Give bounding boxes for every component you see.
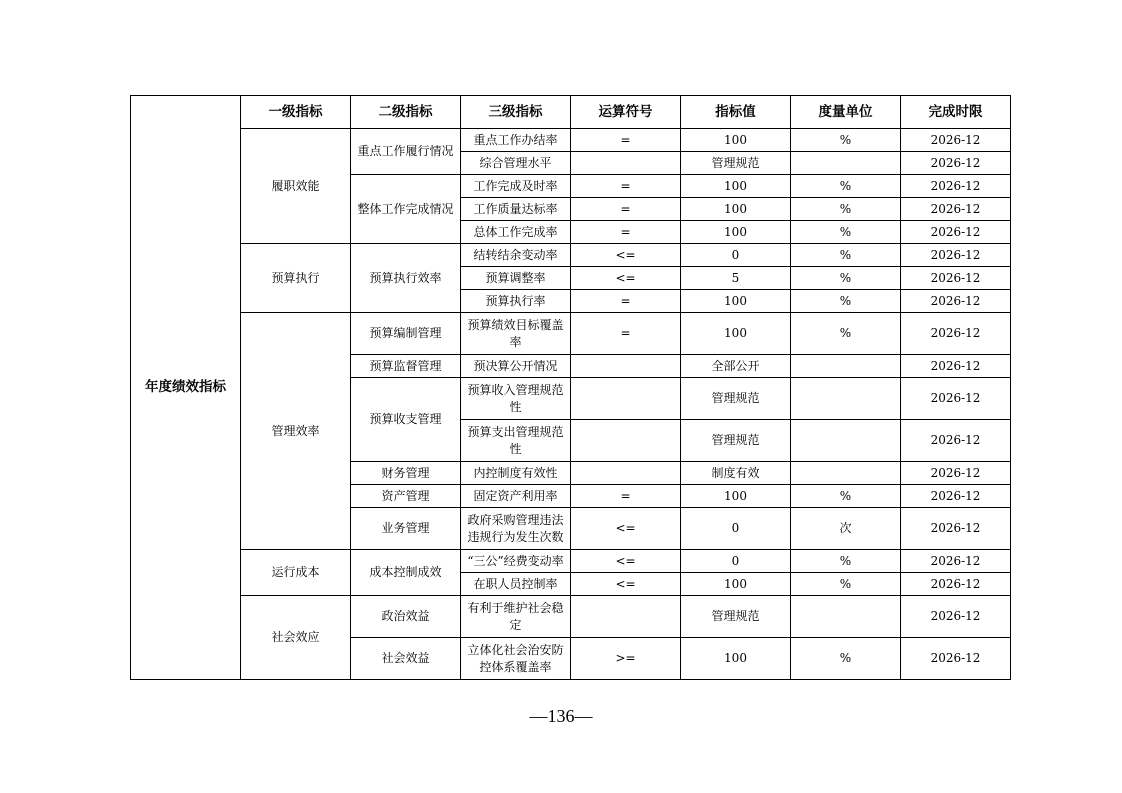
table-row <box>131 550 1011 573</box>
value-cell: 0 <box>681 244 791 267</box>
value-cell: 0 <box>681 550 791 573</box>
unit-cell: % <box>791 221 901 244</box>
level1-cell: 社会效应 <box>241 596 351 680</box>
value-cell: 管理规范 <box>681 420 791 462</box>
unit-cell: % <box>791 313 901 355</box>
value-cell: 0 <box>681 508 791 550</box>
unit-cell: % <box>791 550 901 573</box>
value-cell: 5 <box>681 267 791 290</box>
value-cell: 100 <box>681 290 791 313</box>
value-cell: 100 <box>681 485 791 508</box>
operator-cell <box>571 152 681 175</box>
value-cell: 100 <box>681 313 791 355</box>
level3-cell: 预算调整率 <box>461 267 571 290</box>
deadline-cell: 2026-12 <box>901 244 1011 267</box>
unit-cell <box>791 462 901 485</box>
table-row <box>131 244 1011 267</box>
operator-cell <box>571 462 681 485</box>
operator-cell: = <box>571 290 681 313</box>
level3-cell: 固定资产利用率 <box>461 485 571 508</box>
value-cell: 100 <box>681 221 791 244</box>
deadline-cell: 2026-12 <box>901 378 1011 420</box>
page-number: —136— <box>529 706 593 726</box>
unit-cell: % <box>791 198 901 221</box>
level2-cell: 社会效益 <box>351 638 461 680</box>
deadline-cell: 2026-12 <box>901 550 1011 573</box>
level2-cell: 成本控制成效 <box>351 550 461 596</box>
unit-cell: % <box>791 175 901 198</box>
level3-cell: 预算执行率 <box>461 290 571 313</box>
deadline-cell: 2026-12 <box>901 573 1011 596</box>
level3-cell: 结转结余变动率 <box>461 244 571 267</box>
level3-cell: 综合管理水平 <box>461 152 571 175</box>
operator-cell <box>571 355 681 378</box>
operator-cell: <= <box>571 508 681 550</box>
level3-cell: 预决算公开情况 <box>461 355 571 378</box>
deadline-cell: 2026-12 <box>901 508 1011 550</box>
unit-cell <box>791 378 901 420</box>
deadline-cell: 2026-12 <box>901 129 1011 152</box>
unit-cell: % <box>791 573 901 596</box>
deadline-cell: 2026-12 <box>901 267 1011 290</box>
column-header: 二级指标 <box>351 96 461 129</box>
operator-cell <box>571 596 681 638</box>
performance-indicator-table <box>130 95 1011 680</box>
level2-cell: 业务管理 <box>351 508 461 550</box>
unit-cell <box>791 355 901 378</box>
side-label: 年度绩效指标 <box>131 96 241 680</box>
level3-cell: 预算收入管理规范性 <box>461 378 571 420</box>
operator-cell: <= <box>571 573 681 596</box>
level3-cell: “三公”经费变动率 <box>461 550 571 573</box>
value-cell: 100 <box>681 573 791 596</box>
deadline-cell: 2026-12 <box>901 462 1011 485</box>
unit-cell: % <box>791 638 901 680</box>
level1-cell: 运行成本 <box>241 550 351 596</box>
unit-cell <box>791 420 901 462</box>
value-cell: 100 <box>681 129 791 152</box>
level3-cell: 重点工作办结率 <box>461 129 571 152</box>
table-row <box>131 596 1011 638</box>
level2-cell: 预算收支管理 <box>351 378 461 462</box>
operator-cell: = <box>571 198 681 221</box>
level3-cell: 立体化社会治安防控体系覆盖率 <box>461 638 571 680</box>
column-header: 三级指标 <box>461 96 571 129</box>
deadline-cell: 2026-12 <box>901 175 1011 198</box>
operator-cell: = <box>571 313 681 355</box>
unit-cell: % <box>791 485 901 508</box>
deadline-cell: 2026-12 <box>901 290 1011 313</box>
value-cell: 制度有效 <box>681 462 791 485</box>
value-cell: 100 <box>681 175 791 198</box>
value-cell: 管理规范 <box>681 596 791 638</box>
unit-cell <box>791 152 901 175</box>
value-cell: 100 <box>681 638 791 680</box>
level1-cell: 履职效能 <box>241 129 351 244</box>
column-header: 指标值 <box>681 96 791 129</box>
deadline-cell: 2026-12 <box>901 198 1011 221</box>
level3-cell: 有利于维护社会稳定 <box>461 596 571 638</box>
table-row <box>131 313 1011 355</box>
operator-cell: = <box>571 129 681 152</box>
level1-cell: 预算执行 <box>241 244 351 313</box>
operator-cell: = <box>571 485 681 508</box>
unit-cell: % <box>791 244 901 267</box>
unit-cell: % <box>791 290 901 313</box>
column-header: 运算符号 <box>571 96 681 129</box>
level3-cell: 预算支出管理规范性 <box>461 420 571 462</box>
unit-cell: % <box>791 267 901 290</box>
deadline-cell: 2026-12 <box>901 152 1011 175</box>
level3-cell: 工作完成及时率 <box>461 175 571 198</box>
operator-cell: = <box>571 175 681 198</box>
deadline-cell: 2026-12 <box>901 221 1011 244</box>
operator-cell: <= <box>571 550 681 573</box>
operator-cell: <= <box>571 267 681 290</box>
operator-cell <box>571 378 681 420</box>
level2-cell: 预算编制管理 <box>351 313 461 355</box>
operator-cell: >= <box>571 638 681 680</box>
unit-cell: 次 <box>791 508 901 550</box>
value-cell: 管理规范 <box>681 152 791 175</box>
column-header: 完成时限 <box>901 96 1011 129</box>
deadline-cell: 2026-12 <box>901 313 1011 355</box>
level2-cell: 政治效益 <box>351 596 461 638</box>
level3-cell: 预算绩效目标覆盖率 <box>461 313 571 355</box>
value-cell: 100 <box>681 198 791 221</box>
level2-cell: 预算监督管理 <box>351 355 461 378</box>
deadline-cell: 2026-12 <box>901 638 1011 680</box>
operator-cell: = <box>571 221 681 244</box>
level3-cell: 内控制度有效性 <box>461 462 571 485</box>
deadline-cell: 2026-12 <box>901 355 1011 378</box>
deadline-cell: 2026-12 <box>901 420 1011 462</box>
level2-cell: 预算执行效率 <box>351 244 461 313</box>
column-header: 度量单位 <box>791 96 901 129</box>
level2-cell: 整体工作完成情况 <box>351 175 461 244</box>
level1-cell: 管理效率 <box>241 313 351 550</box>
deadline-cell: 2026-12 <box>901 485 1011 508</box>
level2-cell: 重点工作履行情况 <box>351 129 461 175</box>
level3-cell: 工作质量达标率 <box>461 198 571 221</box>
column-header: 一级指标 <box>241 96 351 129</box>
operator-cell <box>571 420 681 462</box>
table-row <box>131 129 1011 152</box>
value-cell: 全部公开 <box>681 355 791 378</box>
level2-cell: 资产管理 <box>351 485 461 508</box>
table-header-row <box>131 96 1011 129</box>
deadline-cell: 2026-12 <box>901 596 1011 638</box>
level3-cell: 在职人员控制率 <box>461 573 571 596</box>
level3-cell: 总体工作完成率 <box>461 221 571 244</box>
unit-cell <box>791 596 901 638</box>
value-cell: 管理规范 <box>681 378 791 420</box>
unit-cell: % <box>791 129 901 152</box>
level3-cell: 政府采购管理违法违规行为发生次数 <box>461 508 571 550</box>
operator-cell: <= <box>571 244 681 267</box>
level2-cell: 财务管理 <box>351 462 461 485</box>
